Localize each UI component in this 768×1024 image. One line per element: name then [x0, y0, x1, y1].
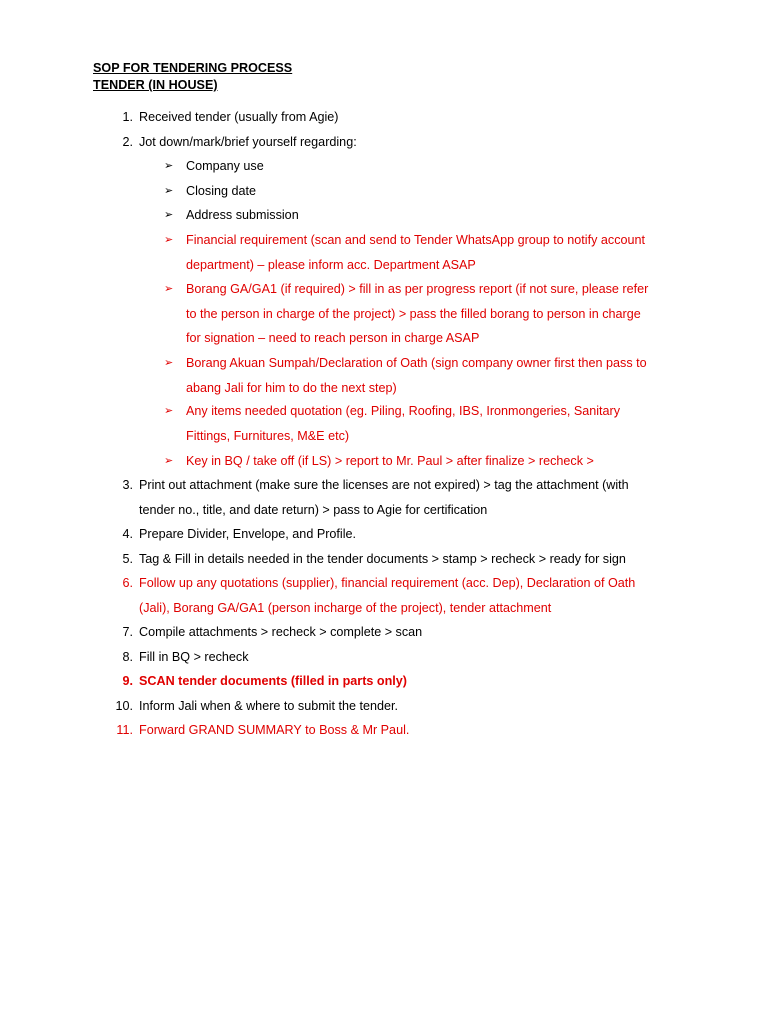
step-number: 2.	[122, 135, 133, 149]
sub-item	[164, 351, 647, 400]
arrow-bullet-icon: ➢	[164, 283, 174, 295]
step-7	[122, 620, 423, 645]
step-number: 4.	[122, 527, 133, 541]
step-number: 11.	[116, 723, 133, 737]
step-number: 5.	[122, 552, 133, 566]
step-4	[122, 522, 357, 547]
step-text: Print out attachment (make sure the licenses are not expired) > tag the attachment (with	[139, 478, 629, 492]
sub-item-text: Key in BQ / take off (if LS) > report to Mr. Paul > after finalize > recheck >	[186, 454, 594, 468]
sub-item-text: Any items needed quotation (eg. Piling, Roofing, IBS, Ironmongeries, Sanitary	[186, 404, 621, 418]
step-text: Tag & Fill in details needed in the tender documents > stamp > recheck > ready for sign	[139, 552, 626, 566]
step-number: 9.	[122, 674, 133, 688]
arrow-bullet-icon: ➢	[164, 405, 174, 417]
step-text: tender no., title, and date return) > pass to Agie for certification	[139, 502, 488, 517]
step-text: Received tender (usually from Agie)	[139, 110, 339, 124]
sub-item	[164, 179, 257, 204]
sub-item	[164, 203, 299, 228]
sub-item	[164, 399, 621, 448]
sub-item	[164, 449, 594, 474]
step-number: 6.	[122, 576, 133, 590]
step-2	[122, 130, 357, 155]
arrow-bullet-icon: ➢	[164, 185, 174, 197]
step-text: Fill in BQ > recheck	[139, 650, 249, 664]
sub-item	[164, 228, 646, 277]
step-text: Inform Jali when & where to submit the tender.	[139, 699, 399, 713]
sub-item-text: Borang Akuan Sumpah/Declaration of Oath (sign company owner first then pass to	[186, 356, 647, 370]
sub-item-text: abang Jali for him to do the next step)	[186, 380, 397, 395]
step-text: Prepare Divider, Envelope, and Profile.	[139, 527, 357, 541]
sub-item	[164, 277, 649, 351]
step-3	[122, 473, 629, 522]
step-text: (Jali), Borang GA/GA1 (person incharge of the project), tender attachment	[139, 600, 552, 615]
sub-item-text: Borang GA/GA1 (if required) > fill in as per progress report (if not sure, please refer	[186, 282, 649, 296]
step-text: Forward GRAND SUMMARY to Boss & Mr Paul.	[139, 723, 410, 737]
sub-item-text: for signation – need to reach person in charge ASAP	[186, 331, 480, 346]
step-9	[122, 669, 407, 694]
step-text: Follow up any quotations (supplier), financial requirement (acc. Dep), Declaration of Oath	[139, 576, 636, 590]
step-number: 1.	[122, 110, 133, 124]
step-1	[122, 105, 339, 130]
step-number: 10.	[115, 699, 133, 713]
step-text: Jot down/mark/brief yourself regarding:	[139, 135, 357, 149]
step-5	[122, 547, 626, 572]
doc-subtitle: TENDER (IN HOUSE)	[93, 78, 218, 92]
doc-title: SOP FOR TENDERING PROCESS	[93, 61, 293, 75]
sub-item	[164, 154, 264, 179]
step-6	[122, 571, 636, 620]
sub-item-text: Fittings, Furnitures, M&E etc)	[186, 428, 350, 443]
step-10	[115, 694, 399, 719]
step-text: SCAN tender documents (filled in parts only)	[139, 674, 407, 688]
arrow-bullet-icon: ➢	[164, 357, 174, 369]
sub-item-text: Financial requirement (scan and send to Tender WhatsApp group to notify account	[186, 233, 646, 247]
arrow-bullet-icon: ➢	[164, 160, 174, 172]
sub-item-text: department) – please inform acc. Department ASAP	[186, 257, 476, 272]
sub-item-text: to the person in charge of the project) > pass the filled borang to person in charge	[186, 306, 641, 321]
step-number: 8.	[122, 650, 133, 664]
step-8	[122, 645, 249, 670]
step-number: 7.	[122, 625, 133, 639]
step-number: 3.	[122, 478, 133, 492]
arrow-bullet-icon: ➢	[164, 209, 174, 221]
arrow-bullet-icon: ➢	[164, 455, 174, 467]
sub-item-text: Company use	[186, 159, 264, 173]
arrow-bullet-icon: ➢	[164, 234, 174, 246]
step-text: Compile attachments > recheck > complete > scan	[139, 625, 423, 639]
step-11	[116, 718, 410, 743]
sub-item-text: Closing date	[186, 184, 257, 198]
sub-item-text: Address submission	[186, 208, 299, 222]
